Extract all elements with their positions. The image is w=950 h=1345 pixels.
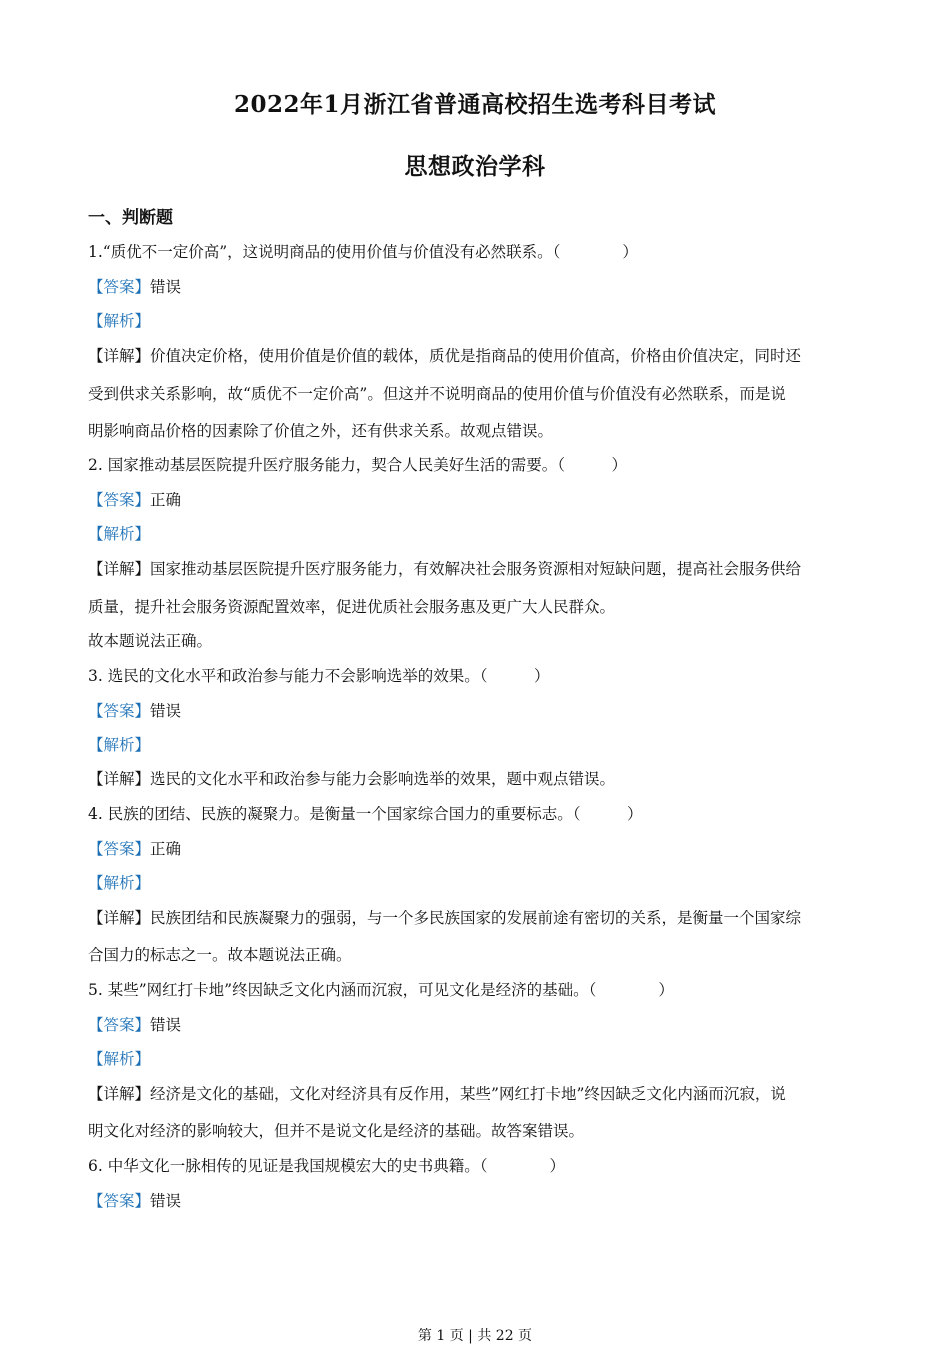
detail-line-4-1: [88, 906, 863, 928]
detail-tag: 【详解】: [88, 347, 151, 365]
detail-text: 民族团结和民族凝聚力的强弱，与一个多民族国家的发展前途有密切的关系，是衡量一个国家综: [150, 909, 802, 927]
analysis-line-2: [88, 522, 863, 544]
analysis-tag: 【解析】: [88, 736, 151, 754]
detail-text: 经济是文化的基础，文化对经济具有反作用，某些”网红打卡地”终因缺乏文化内涵而沉寂，说: [150, 1085, 786, 1103]
detail-tag: 【详解】: [88, 909, 151, 927]
detail-line-2-2: 质量，提升社会服务资源配置效率，促进优质社会服务惠及更广大人民群众。: [88, 598, 616, 616]
section-heading: 一、判断题: [88, 208, 173, 228]
answer-tag: 【答案】: [88, 840, 151, 858]
answer-tag: 【答案】: [88, 491, 151, 509]
question-stem-5: 5. 某些”网红打卡地”终因缺乏文化内涵而沉寂，可见文化是经济的基础。（ ）: [88, 981, 674, 999]
subject-title: 思想政治学科: [404, 153, 546, 180]
answer-value: 错误: [150, 278, 182, 296]
exam-title: 2022年1月浙江省普通高校招生选考科目考试: [233, 91, 717, 118]
analysis-line-3: [88, 733, 863, 755]
analysis-tag: 【解析】: [88, 525, 151, 543]
answer-line-3: [88, 699, 863, 721]
answer-tag: 【答案】: [88, 278, 151, 296]
detail-line-4-2: 合国力的标志之一。故本题说法正确。: [88, 946, 352, 964]
answer-tag: 【答案】: [88, 702, 151, 720]
question-stem-4: 4. 民族的团结、民族的凝聚力。是衡量一个国家综合国力的重要标志。（ ）: [88, 805, 643, 823]
answer-tag: 【答案】: [88, 1192, 151, 1210]
answer-value: 正确: [150, 491, 182, 509]
answer-line-1: [88, 275, 863, 297]
analysis-tag: 【解析】: [88, 874, 151, 892]
analysis-tag: 【解析】: [88, 1050, 151, 1068]
detail-text: 国家推动基层医院提升医疗服务能力，有效解决社会服务资源相对短缺问题，提高社会服务供给: [150, 560, 802, 578]
detail-line-5-1: [88, 1082, 863, 1104]
detail-text: 选民的文化水平和政治参与能力会影响选举的效果，题中观点错误。: [150, 770, 616, 788]
detail-tag: 【详解】: [88, 770, 151, 788]
question-stem-6: 6. 中华文化一脉相传的见证是我国规模宏大的史书典籍。（ ）: [88, 1157, 565, 1175]
answer-value: 正确: [150, 840, 182, 858]
answer-line-5: [88, 1013, 863, 1035]
detail-line-5-2: 明文化对经济的影响较大，但并不是说文化是经济的基础。故答案错误。: [88, 1122, 585, 1140]
detail-line-1-2: 受到供求关系影响，故“质优不一定价高”。但这并不说明商品的使用价值与价值没有必然联系，而是说: [88, 385, 786, 403]
detail-tag: 【详解】: [88, 1085, 151, 1103]
detail-line-2-1: [88, 557, 863, 579]
answer-tag: 【答案】: [88, 1016, 151, 1034]
detail-line-1-1: [88, 344, 863, 366]
answer-line-4: [88, 837, 863, 859]
answer-value: 错误: [150, 1192, 182, 1210]
detail-line-3-1: [88, 767, 863, 789]
analysis-line-1: [88, 309, 863, 331]
analysis-tag: 【解析】: [88, 312, 151, 330]
answer-line-6: [88, 1189, 863, 1211]
detail-line-1-3: 明影响商品价格的因素除了价值之外，还有供求关系。故观点错误。: [88, 422, 554, 440]
answer-value: 错误: [150, 702, 182, 720]
answer-value: 错误: [150, 1016, 182, 1034]
page-footer: 第 1 页 | 共 22 页: [417, 1328, 533, 1344]
detail-text: 价值决定价格，使用价值是价值的载体，质优是指商品的使用价值高，价格由价值决定，同时还: [150, 347, 802, 365]
detail-tag: 【详解】: [88, 560, 151, 578]
answer-line-2: [88, 488, 863, 510]
question-stem-2: 2. 国家推动基层医院提升医疗服务能力，契合人民美好生活的需要。（ ）: [88, 456, 627, 474]
analysis-line-5: [88, 1047, 863, 1069]
detail-line-2-3: 故本题说法正确。: [88, 632, 213, 650]
question-stem-3: 3. 选民的文化水平和政治参与能力不会影响选举的效果。（ ）: [88, 667, 550, 685]
question-stem-1: 1.“质优不一定价高”，这说明商品的使用价值与价值没有必然联系。（ ）: [88, 243, 638, 261]
analysis-line-4: [88, 871, 863, 893]
